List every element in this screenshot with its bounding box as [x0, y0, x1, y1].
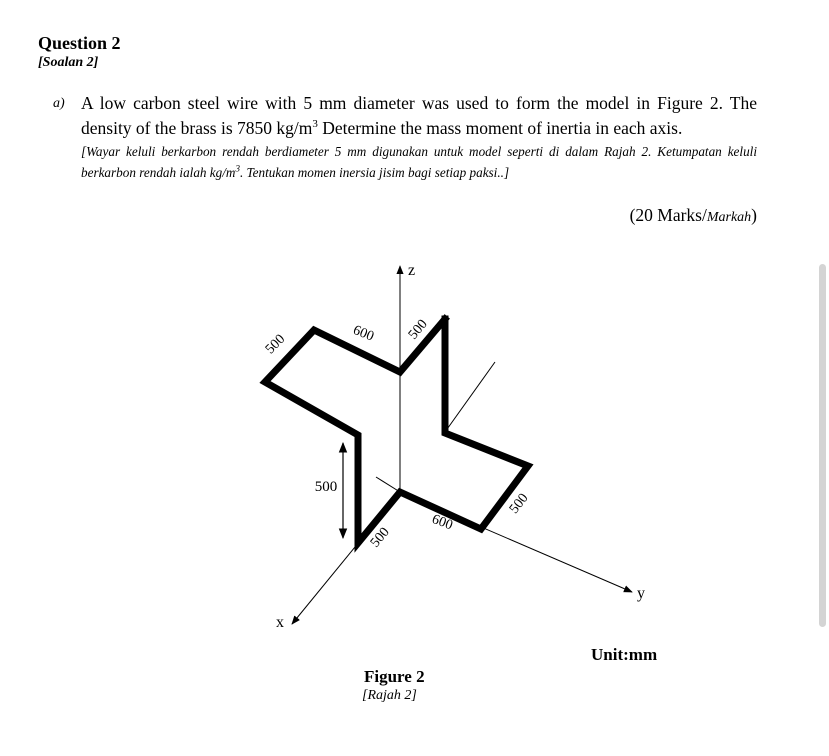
dim-vertical-500: 500 [314, 479, 338, 495]
question-text-malay-exponent: 3 [235, 163, 240, 174]
dim-bottom-500: 500 [367, 524, 393, 551]
question-text-malay-1: [Wayar keluli berkarbon rendah berdiameter 5 mm digunakan untuk model seperti di dalam Rajah 2. Ketumpatan keluli berkarbon rendah ialah kg/m [81, 144, 757, 180]
marks-malay: Markah [706, 210, 752, 225]
vertical-scrollbar[interactable] [819, 264, 826, 627]
dim-top-left-500: 500 [262, 331, 289, 358]
dim-right-500: 500 [506, 490, 532, 517]
question-text-english-exponent: 3 [312, 118, 318, 131]
question-text-malay-2: . Tentukan momen inersia jisim bagi setiap paksi..] [239, 165, 510, 180]
diagonal-guide-line [445, 362, 495, 432]
question-text-english-2: Determine the mass moment of inertia in each axis. [317, 118, 683, 138]
figure-caption: Figure 2 [364, 667, 425, 686]
unit-label: Unit:mm [591, 645, 658, 664]
dim-bottom-600: 600 [429, 512, 455, 534]
question-text-english-1: A low carbon steel wire with 5 mm diameter was used to form the model in Figure 2. The density of the brass is 7850 kg/m [81, 93, 757, 138]
diagonal-guide-line-lower [376, 477, 400, 492]
marks-value: (20 Marks/ [629, 205, 707, 225]
figure-caption-malay: [Rajah 2] [362, 688, 417, 703]
question-title: Question 2 [38, 33, 121, 53]
dim-top-600: 600 [350, 322, 376, 345]
dim-top-right-500: 500 [405, 316, 431, 343]
question-subtitle: [Soalan 2] [38, 55, 99, 70]
y-axis-label: y [637, 585, 645, 602]
z-axis-label: z [408, 262, 416, 279]
x-axis-label: x [276, 614, 284, 631]
part-label: a) [53, 96, 65, 111]
marks-close: ) [751, 205, 757, 225]
wire-model [262, 316, 528, 543]
